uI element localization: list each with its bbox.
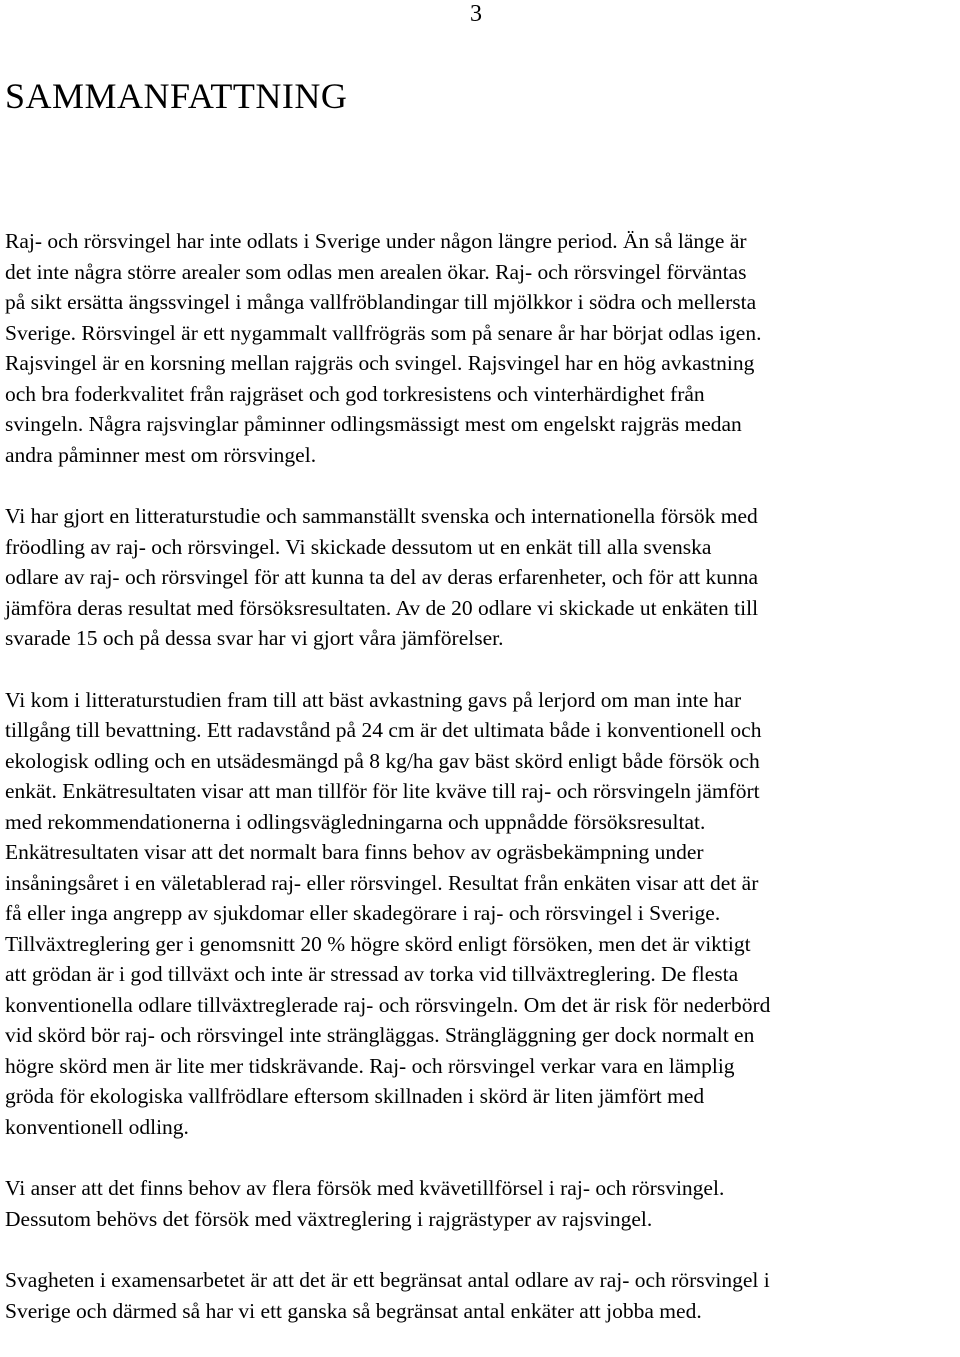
paragraph-intro: Raj- och rörsvingel har inte odlats i Sverige under någon längre period. Än så länge är det inte några större arealer som odlas men arealen ökar. Raj- och rörsvingel förväntas på sikt ersätta ängssvingel i många vallfröblandingar till mjölkkor i södra och mellersta Sverige. Rörsvingel är ett nygammalt vallfrögräs som på senare år har börjat odlas igen. Rajsvingel är en korsning mellan rajgräs och svingel. Rajsvingel har en hög avkastning och bra foderkvalitet från rajgräset och god torkresistens och vinterhärdighet från svingeln. Några rajsvinglar påminner odlingsmässigt mest om engelskt rajgräs medan andra påminner mest om rörsvingel.	[5, 229, 762, 467]
paragraph-method: Vi har gjort en litteraturstudie och sammanställt svenska och internationella försök med fröodling av raj- och rörsvingel. Vi skickade dessutom ut en enkät till alla svenska odlare av raj- och rörsvingel för att kunna ta del av deras erfarenheter, och för att kunna jämföra deras resultat med försöksresultaten. Av de 20 odlare vi skickade ut enkäten till svarade 15 och på dessa svar har vi gjort våra jämförelser.	[5, 504, 759, 650]
paragraph-weakness: Svagheten i examensarbetet är att det är ett begränsat antal odlare av raj- och rörsvingel i Sverige och därmed så har vi ett ganska så begränsat antal enkäter att jobba med.	[5, 1268, 770, 1323]
paragraph-results: Vi kom i litteraturstudien fram till att bäst avkastning gavs på lerjord om man inte har tillgång till bevattning. Ett radavstånd på 24 cm är det ultimata både i konventionell och ekologisk odling och en utsädesmängd på 8 kg/ha gav bäst skörd enligt både försök och enkät. Enkätresultaten visar att man tillför för lite kväve till raj- och rörsvingeln jämfört med rekommendationerna i odlingsvägledningarna och uppnådde försöksresultat. Enkätresultaten visar att det normalt bara finns behov av ogräsbekämpning under insåningsåret i en väletablerad raj- eller rörsvingel. Resultat från enkäten visar att det är få eller inga angrepp av sjukdomar eller skadegörare i raj- och rörsvingel i Sverige. Tillväxtreglering ger i genomsnitt 20 % högre skörd enligt försöken, men det är viktigt att grödan är i god tillväxt och inte är stressad av torka vid tillväxtreglering. De flesta konventionella odlare tillväxtreglerade raj- och rörsvingeln. Om det är risk för nederbörd vid skörd bör raj- och rörsvingel inte strängläggas. Strängläggning ger dock normalt en högre skörd men är lite mer tidskrävande. Raj- och rörsvingel verkar vara en lämplig gröda för ekologiska vallfrödlare eftersom skillnaden i skörd är liten jämfört med konventionell odling.	[5, 687, 771, 1139]
page-title: SAMMANFATTNING	[5, 76, 348, 116]
paragraph-conclusion: Vi anser att det finns behov av flera försök med kvävetillförsel i raj- och rörsvingel. Dessutom behövs det försök med växtreglering i rajgrästyper av rajsvingel.	[5, 1176, 725, 1231]
summary-body	[5, 226, 960, 1357]
page-number: 3	[470, 1, 482, 27]
